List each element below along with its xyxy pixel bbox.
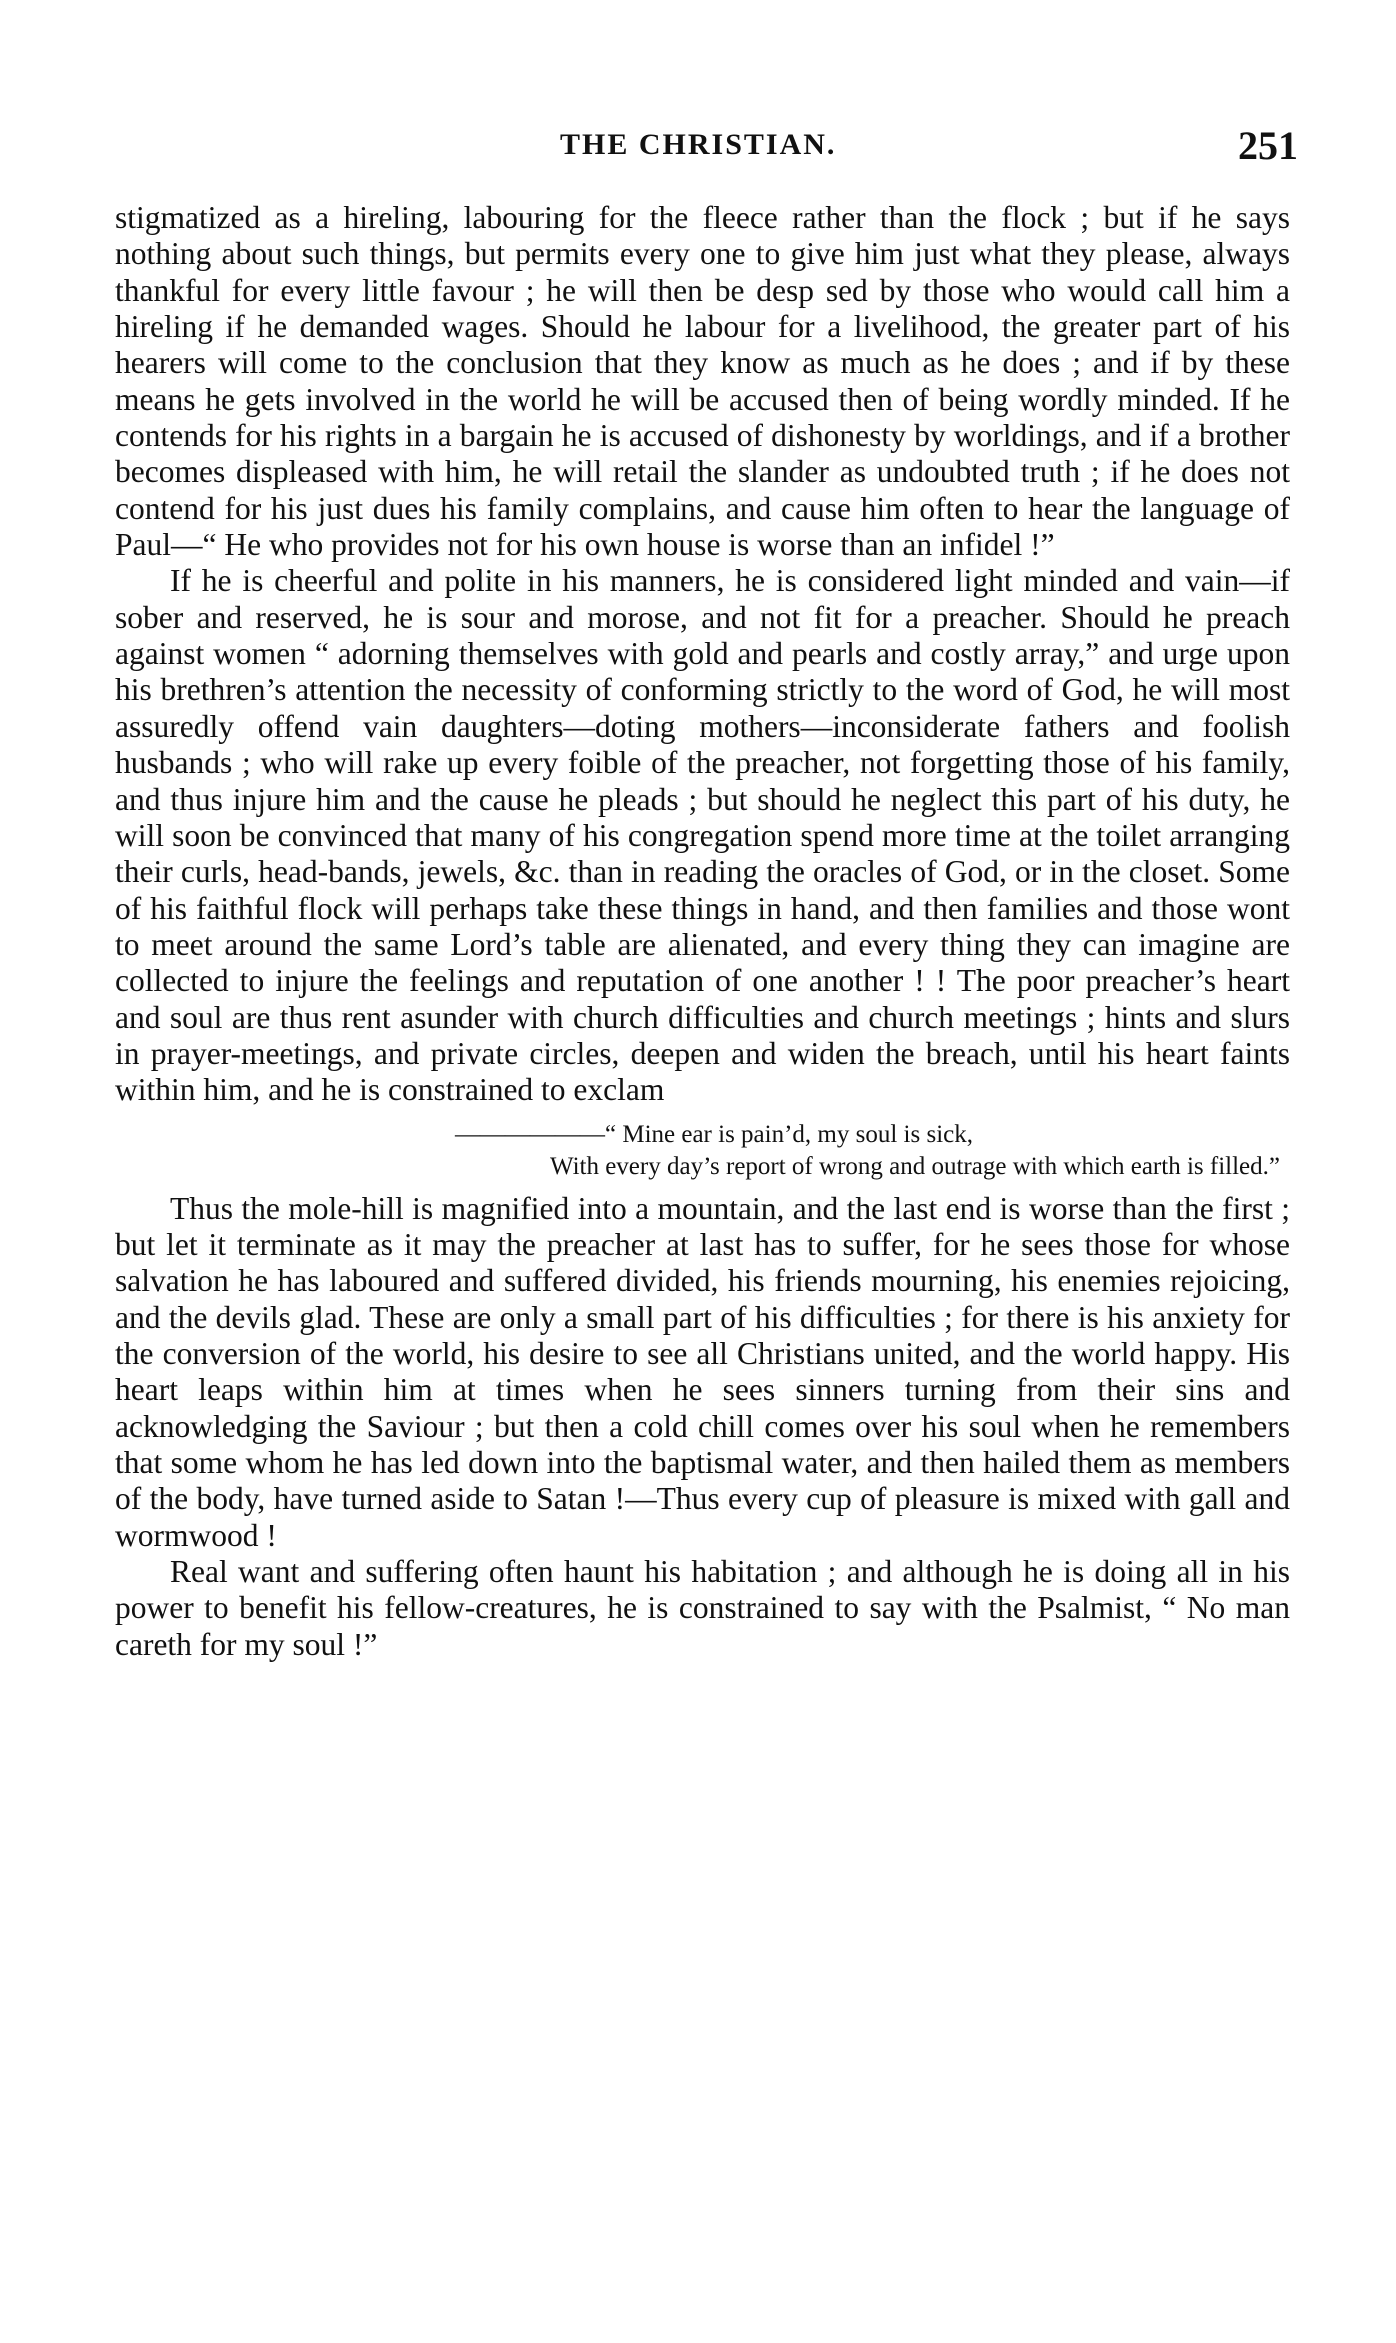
body-text [115,200,1290,1663]
running-title: THE CHRISTIAN. [560,128,837,161]
paragraph-3: Thus the mole-hill is magnified into a mountain, and the last end is worse than the first ; but let it terminate as it may the preacher at last has to suffer, for he sees those for whose salvation he has laboured and suffered divided, his friends mourning, his enemies rejoicing, and the devils glad. These are only a small part of his difficulties ; for there is his anxiety for the conversion of the world, his desire to see all Christians united, and the world happy. His heart leaps within him at times when he sees sinners turning from their sins and acknowledging the Saviour ; but then a cold chill comes over his soul when he remembers that some whom he has led down into the baptismal water, and then hailed them as members of the body, have turned aside to Satan !—Thus every cup of pleasure is mixed with gall and wormwood ! [115,1190,1290,1553]
quote-line-1: ——————“ Mine ear is pain’d, my soul is sick, [455,1120,973,1148]
page-header [120,122,1310,172]
paragraph-1: stigmatized as a hireling, labouring for the fleece rather than the flock ; but if he says nothing about such things, but permits every one to give him just what they please, always thankful for every little favour ; he will then be desp sed by those who would call him a hireling if he demanded wages. Should he labour for a livelihood, the greater part of his hearers will come to the conclusion that they know as much as he does ; and if by these means he gets involved in the world he will be accused then of being wordly minded. If he contends for his rights in a bargain he is accused of dishonesty by worldings, and if a brother becomes displeased with him, he will retail the slander as undoubted truth ; if he does not contend for his just dues his family complains, and cause him often to hear the language of Paul—“ He who provides not for his own house is worse than an infidel !” [115,200,1290,563]
paragraph-4: Real want and suffering often haunt his habitation ; and although he is doing all in his power to benefit his fellow-creatures, he is constrained to say with the Psalmist, “ No man careth for my soul !” [115,1554,1290,1662]
quote-line-2: With every day’s report of wrong and outrage with which earth is filled.” [549,1152,1280,1180]
paragraph-2: If he is cheerful and polite in his manners, he is considered light minded and vain—if sober and reserved, he is sour and morose, and not fit for a preacher. Should he preach against women “ adorning themselves with gold and pearls and costly array,” and urge upon his brethren’s attention the necessity of conforming strictly to the word of God, he will most assuredly offend vain daughters—doting mothers—inconsiderate fathers and foolish husbands ; who will rake up every foible of the preacher, not forgetting those of his family, and thus injure him and the cause he pleads ; but should he neglect this part of his duty, he will soon be convinced that many of his congregation spend more time at the toilet arranging their curls, head-bands, jewels, &c. than in reading the oracles of God, or in the closet. Some of his faithful flock will perhaps take these things in hand, and then families and those wont to meet around the same Lord’s table are alienated, and every thing they can imagine are collected to injure the feelings and reputation of one another ! ! The poor preacher’s heart and soul are thus rent asunder with church difficulties and church meetings ; hints and slurs in prayer-meetings, and private circles, deepen and widen the breach, until his heart faints within him, and he is constrained to exclam [115,563,1290,1108]
block-quote [115,1119,1290,1183]
page-number: 251 [1238,123,1298,168]
